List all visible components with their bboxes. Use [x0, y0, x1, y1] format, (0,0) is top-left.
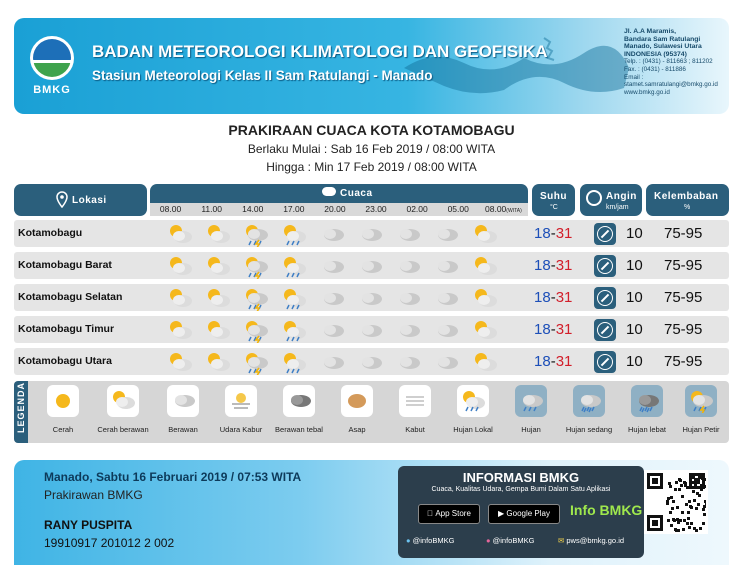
- info-bmkg-app-name: Info BMKG: [570, 502, 643, 518]
- humidity: 75-95: [664, 321, 703, 338]
- valid-from: Berlaku Mulai : Sab 16 Feb 2019 / 08:00 WITA: [247, 142, 496, 156]
- cerah-berawan-icon: [167, 255, 193, 276]
- cerah-berawan-icon: [472, 319, 498, 340]
- telp: Telp. : (0431) - 811663 ; 811202: [624, 58, 713, 66]
- time-label: 23.00: [365, 204, 387, 214]
- berawan-icon: [319, 351, 345, 372]
- qr-module: [690, 506, 693, 509]
- temperature: 18-31: [534, 225, 573, 242]
- qr-module: [674, 488, 677, 491]
- legend-label: Kabut: [405, 425, 425, 434]
- forecaster-nip: 19910917 201012 2 002: [44, 536, 175, 550]
- mail-icon: ✉: [558, 536, 565, 545]
- berawan-tebal-icon: [283, 385, 315, 417]
- hujan-petir-icon: [243, 223, 269, 244]
- hujan-lokal-icon: [281, 351, 307, 372]
- bmkg-logo: [24, 36, 80, 110]
- header-angin-label: Angin: [606, 191, 637, 202]
- hujan-petir-icon: [243, 255, 269, 276]
- berawan-icon: [319, 255, 345, 276]
- legend-item: [384, 385, 446, 434]
- cerah-berawan-icon: [167, 319, 193, 340]
- temp-max: 31: [555, 225, 573, 242]
- location-name: Kotamobagu: [18, 227, 83, 239]
- qr-module: [699, 527, 702, 530]
- forecast-row: [14, 252, 729, 279]
- cerah-berawan-icon: [472, 351, 498, 372]
- qr-module: [680, 484, 683, 487]
- qr-module: [671, 507, 674, 510]
- hujan-lokal-icon: [457, 385, 489, 417]
- berawan-icon: [433, 319, 459, 340]
- email-label: Email :: [624, 73, 644, 81]
- cerah-berawan-icon: [107, 385, 139, 417]
- hujan-lebat-icon: [631, 385, 663, 417]
- google-play-button[interactable]: [488, 504, 560, 524]
- address-line: INDONESIA (95374): [624, 50, 687, 58]
- qr-module: [688, 526, 691, 529]
- temp-min: 18: [534, 225, 551, 242]
- time-label: 08.00: [159, 204, 182, 214]
- berawan-icon: [357, 287, 383, 308]
- legend-item: [32, 385, 94, 434]
- qr-module: [667, 519, 670, 522]
- website: www.bmkg.go.id: [624, 88, 670, 96]
- instagram-icon: ●: [486, 536, 491, 545]
- legend-label: Hujan lebat: [628, 425, 666, 434]
- berawan-icon: [433, 255, 459, 276]
- berawan-icon: [395, 351, 421, 372]
- cerah-berawan-icon: [205, 319, 231, 340]
- temperature: 18-31: [534, 289, 573, 306]
- header-suhu: [532, 184, 575, 216]
- qr-module: [669, 511, 672, 514]
- hujan-petir-icon: [243, 319, 269, 340]
- humidity: 75-95: [664, 289, 703, 306]
- qr-code[interactable]: [644, 470, 708, 534]
- header-kelembaban-label: Kelembaban: [654, 191, 719, 202]
- footer: [14, 460, 729, 565]
- qr-module: [704, 500, 707, 503]
- temp-min: 18: [534, 289, 551, 306]
- berawan-icon: [357, 255, 383, 276]
- header-angin: [580, 184, 642, 216]
- station-name: Stasiun Meteorologi Kelas II Sam Ratulangi - Manado: [92, 68, 433, 83]
- hujan-lokal-icon: [281, 319, 307, 340]
- berawan-icon: [433, 223, 459, 244]
- qr-module: [694, 484, 697, 487]
- location-name: Kotamobagu Timur: [18, 323, 115, 335]
- header-lokasi: [14, 184, 147, 216]
- qr-module: [687, 511, 690, 514]
- temp-max: 31: [555, 321, 573, 338]
- temperature: 18-31: [534, 321, 573, 338]
- forecast-row: [14, 316, 729, 343]
- forecast-row: [14, 348, 729, 375]
- qr-module: [681, 495, 684, 498]
- location-pin-icon: [56, 191, 68, 208]
- forecast-title: PRAKIRAAN CUACA KOTA KOTAMOBAGU: [228, 122, 515, 138]
- qr-module: [705, 485, 708, 488]
- legend-label: Hujan sedang: [565, 425, 613, 434]
- qr-module: [685, 503, 688, 506]
- app-store-label: App Store: [431, 509, 467, 518]
- hujan-lokal-icon: [281, 255, 307, 276]
- qr-module: [697, 503, 700, 506]
- berawan-icon: [357, 351, 383, 372]
- hujan-petir-icon: [243, 287, 269, 308]
- cerah-berawan-icon: [205, 287, 231, 308]
- legend-label: Berawan: [168, 425, 198, 434]
- forecast-row: [14, 220, 729, 247]
- time-label: 11.00: [201, 204, 222, 214]
- qr-module: [666, 502, 669, 505]
- legend-label: Berawan tebal: [275, 425, 323, 434]
- berawan-icon: [433, 351, 459, 372]
- qr-module: [696, 492, 699, 495]
- instagram-handle: @infoBMKG: [492, 536, 535, 545]
- wind-direction-icon: [594, 255, 616, 277]
- legend-label: Udara Kabur: [219, 425, 263, 434]
- address-block: [624, 28, 729, 96]
- org-name: BADAN METEOROLOGI KLIMATOLOGI DAN GEOFISIKA: [92, 42, 548, 61]
- instagram-link[interactable]: [486, 536, 534, 545]
- legend-bar: [14, 381, 28, 443]
- wind-direction-icon: [594, 351, 616, 373]
- location-name: Kotamobagu Utara: [18, 355, 112, 367]
- legend-item: [152, 385, 214, 434]
- time-label: 05.00: [447, 204, 469, 214]
- berawan-icon: [319, 319, 345, 340]
- hujan-petir-icon: [243, 351, 269, 372]
- valid-to: Hingga : Min 17 Feb 2019 / 08:00 WITA: [266, 160, 477, 174]
- temp-max: 31: [555, 257, 573, 274]
- address-line: Bandara Sam Ratulangi: [624, 35, 701, 43]
- legend-label: Hujan Petir: [682, 425, 720, 434]
- qr-module: [683, 519, 686, 522]
- legend-label: Asap: [348, 425, 366, 434]
- forecaster-name: RANY PUSPITA: [44, 518, 133, 532]
- address-line: Jl. A.A Maramis,: [624, 28, 677, 35]
- berawan-icon: [357, 223, 383, 244]
- qr-module: [670, 496, 673, 499]
- app-store-button[interactable]: [418, 504, 480, 524]
- twitter-icon: ●: [406, 536, 411, 545]
- temp-max: 31: [555, 289, 573, 306]
- temperature: 18-31: [534, 353, 573, 370]
- qr-module: [668, 482, 671, 485]
- berawan-icon: [167, 385, 199, 417]
- temp-min: 18: [534, 257, 551, 274]
- qr-finder-dot: [652, 478, 658, 484]
- qr-module: [705, 503, 708, 506]
- location-name: Kotamobagu Selatan: [18, 291, 123, 303]
- twitter-handle: @infoBMKG: [412, 536, 455, 545]
- qr-module: [686, 522, 689, 525]
- qr-finder-dot: [652, 520, 658, 526]
- hujan-icon: [515, 385, 547, 417]
- legend-title: LEGENDA: [16, 381, 26, 433]
- email: stamet.samratulangi@bmkg.go.id: [624, 81, 718, 89]
- temperature: 18-31: [534, 257, 573, 274]
- cerah-berawan-icon: [205, 351, 231, 372]
- legend-item: [616, 385, 678, 434]
- cerah-berawan-icon: [167, 223, 193, 244]
- temp-min: 18: [534, 321, 551, 338]
- time-label: 02.00: [406, 204, 428, 214]
- berawan-icon: [395, 255, 421, 276]
- qr-module: [692, 490, 695, 493]
- header-banner: [14, 18, 729, 114]
- wind-direction-icon: [594, 287, 616, 309]
- qr-module: [682, 528, 685, 531]
- twitter-link[interactable]: [406, 536, 454, 545]
- forecast-row: [14, 284, 729, 311]
- qr-module: [692, 476, 695, 479]
- berawan-icon: [395, 287, 421, 308]
- legend-item: [558, 385, 620, 434]
- qr-module: [688, 500, 691, 503]
- fax: Fax. : (0431) - 811886: [624, 65, 686, 73]
- qr-module: [672, 500, 675, 503]
- legend-label: Hujan Lokal: [453, 425, 493, 434]
- qr-module: [702, 508, 705, 511]
- humidity: 75-95: [664, 353, 703, 370]
- qr-module: [679, 479, 682, 482]
- legend-item: [92, 385, 154, 434]
- qr-module: [675, 481, 678, 484]
- humidity: 75-95: [664, 225, 703, 242]
- humidity: 75-95: [664, 257, 703, 274]
- email-link[interactable]: [558, 536, 624, 545]
- qr-module: [676, 518, 679, 521]
- temp-unit: °C: [550, 204, 558, 211]
- qr-module: [673, 519, 676, 522]
- legend: [14, 381, 729, 443]
- address-line: Manado, Sulawesi Utara: [624, 43, 702, 51]
- wind-unit: km/jam: [606, 204, 629, 211]
- asap-icon: [341, 385, 373, 417]
- legend-item: [326, 385, 388, 434]
- legend-item: [442, 385, 504, 434]
- cerah-berawan-icon: [205, 223, 231, 244]
- cerah-berawan-icon: [167, 351, 193, 372]
- cerah-icon: [47, 385, 79, 417]
- header-kelembaban: [646, 184, 729, 216]
- wind-icon: [586, 190, 602, 206]
- qr-module: [695, 507, 698, 510]
- kabut-icon: [399, 385, 431, 417]
- qr-module: [698, 476, 701, 479]
- time-label: 17.00: [283, 204, 305, 214]
- legend-item: [268, 385, 330, 434]
- header-cuaca: [150, 184, 528, 203]
- qr-module: [700, 488, 703, 491]
- header-suhu-label: Suhu: [540, 191, 567, 202]
- qr-module: [686, 486, 689, 489]
- hujan-sedang-icon: [573, 385, 605, 417]
- qr-module: [693, 499, 696, 502]
- qr-module: [693, 527, 696, 530]
- hujan-petir-icon: [685, 385, 717, 417]
- berawan-icon: [357, 319, 383, 340]
- wind-speed: 10: [626, 289, 643, 306]
- location-name: Kotamobagu Barat: [18, 259, 112, 271]
- time-label: 14.00: [242, 204, 264, 214]
- info-title: INFORMASI BMKG: [462, 470, 580, 485]
- qr-module: [703, 513, 706, 516]
- time-label: [479, 203, 528, 216]
- qr-module: [702, 522, 705, 525]
- qr-module: [683, 481, 686, 484]
- qr-module: [687, 517, 690, 520]
- apple-icon: [427, 509, 433, 518]
- qr-module: [670, 524, 673, 527]
- berawan-icon: [433, 287, 459, 308]
- wind-speed: 10: [626, 257, 643, 274]
- cerah-berawan-icon: [205, 255, 231, 276]
- qr-module: [677, 529, 680, 532]
- berawan-icon: [395, 223, 421, 244]
- legend-item: [210, 385, 272, 434]
- logo-text: BMKG: [33, 84, 71, 96]
- temp-max: 31: [555, 353, 573, 370]
- legend-item: [670, 385, 732, 434]
- time-label: 20.00: [324, 204, 346, 214]
- time-label-last: 08.00: [485, 204, 507, 214]
- forecaster-role: Prakirawan BMKG: [44, 488, 143, 502]
- info-subtitle: Cuaca, Kualitas Udara, Gempa Bumi Dalam Satu Aplikasi: [431, 486, 611, 493]
- legend-label: Hujan: [521, 425, 541, 434]
- time-row: [150, 203, 528, 216]
- qr-module: [704, 478, 707, 481]
- wind-direction-icon: [594, 319, 616, 341]
- qr-module: [676, 506, 679, 509]
- udara-kabur-icon: [225, 385, 257, 417]
- qr-module: [681, 511, 684, 514]
- qr-module: [679, 519, 682, 522]
- wind-direction-icon: [594, 223, 616, 245]
- header-lokasi-label: Lokasi: [72, 195, 107, 206]
- header-cuaca-label: Cuaca: [340, 188, 373, 199]
- logo-emblem-icon: [30, 36, 74, 80]
- legend-label: Cerah berawan: [97, 425, 149, 434]
- wind-speed: 10: [626, 225, 643, 242]
- qr-module: [690, 522, 693, 525]
- qr-module: [667, 497, 670, 500]
- legend-item: [500, 385, 562, 434]
- humidity-unit: %: [684, 204, 691, 211]
- issued-time: Manado, Sabtu 16 Februari 2019 / 07:53 WITA: [44, 470, 302, 484]
- hujan-lokal-icon: [281, 287, 307, 308]
- legend-label: Cerah: [52, 425, 74, 434]
- time-suffix: (WITA): [506, 208, 522, 214]
- berawan-icon: [395, 319, 421, 340]
- wind-speed: 10: [626, 353, 643, 370]
- cerah-berawan-icon: [472, 255, 498, 276]
- hujan-lokal-icon: [281, 223, 307, 244]
- cloud-icon: [322, 187, 336, 196]
- email-address: pws@bmkg.go.id: [566, 536, 625, 545]
- cerah-berawan-icon: [472, 223, 498, 244]
- wind-speed: 10: [626, 321, 643, 338]
- qr-module: [678, 488, 681, 491]
- play-icon: ▶: [498, 509, 505, 518]
- qr-module: [669, 485, 672, 488]
- info-bmkg-panel: [398, 466, 644, 558]
- berawan-icon: [319, 223, 345, 244]
- google-play-label: Google Play: [506, 509, 550, 518]
- cerah-berawan-icon: [167, 287, 193, 308]
- cerah-berawan-icon: [472, 287, 498, 308]
- berawan-icon: [319, 287, 345, 308]
- qr-module: [700, 484, 703, 487]
- temp-min: 18: [534, 353, 551, 370]
